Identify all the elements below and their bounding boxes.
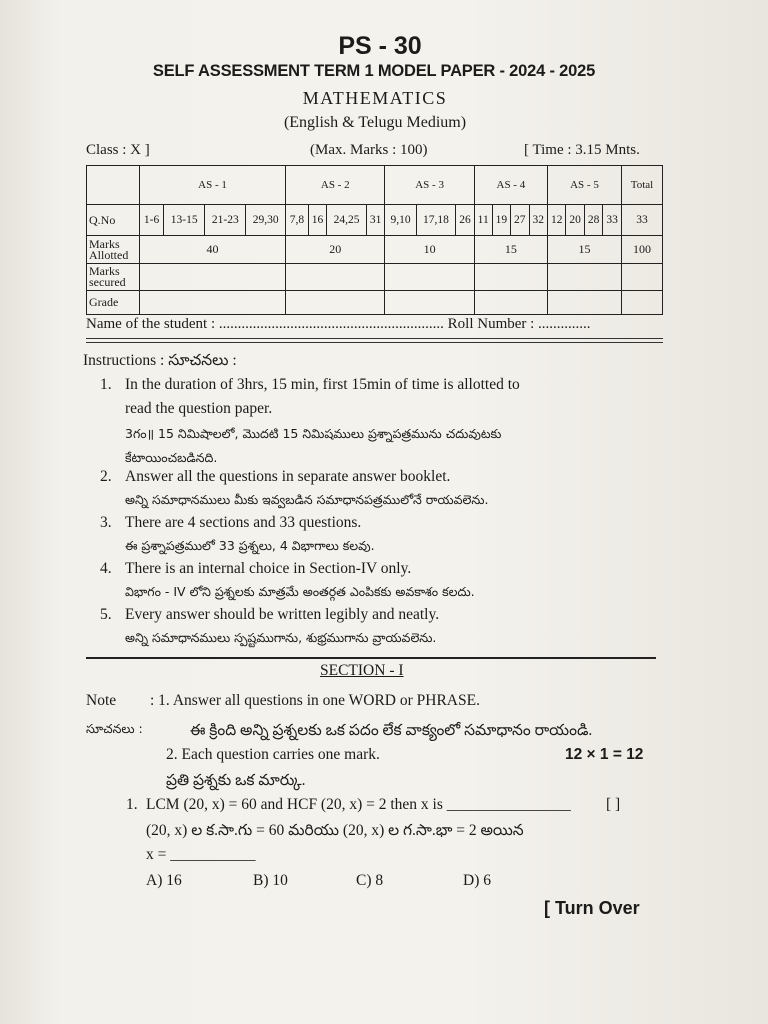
qno-cell: 31	[366, 205, 384, 236]
answer-bracket[interactable]: [ ]	[606, 796, 621, 813]
marks-allotted-label: Marks Allotted	[87, 236, 140, 264]
telugu-note-1: ఈ క్రింది అన్ని ప్రశ్నలకు ఒక పదం లేక వాక్యంలో సమాధానం రాయండి.	[190, 722, 593, 739]
grade-total[interactable]	[622, 291, 663, 315]
qno-cell: 24,25	[327, 205, 367, 236]
marks-table	[86, 165, 663, 315]
marks-secured-cell[interactable]	[547, 264, 621, 291]
student-line	[86, 316, 591, 333]
grade-row	[87, 291, 663, 315]
medium-label: (English & Telugu Medium)	[283, 114, 467, 131]
instruction-number: 3.	[100, 514, 112, 531]
marks-allotted-cell: 20	[286, 236, 385, 264]
divider	[86, 342, 663, 343]
instruction-number: 5.	[100, 606, 112, 623]
option-a[interactable]: A) 16	[146, 872, 182, 889]
student-name-field[interactable]: Name of the student : ............................................................	[86, 316, 444, 332]
instruction-telugu: 3గం॥ 15 నిమిషాలలో, మొదటి 15 నిమిషములు ప్రశ్నాపత్రమును చదువుటకు	[125, 426, 502, 441]
marks-allotted-row	[87, 236, 663, 264]
qno-cell: 1-6	[140, 205, 164, 236]
marks-secured-cell[interactable]	[385, 264, 474, 291]
grade-cell[interactable]	[286, 291, 385, 315]
qno-cell: 11	[474, 205, 492, 236]
instruction-number: 1.	[100, 376, 112, 393]
instruction-telugu: అన్ని సమాధానములు స్పష్టముగాను, శుభ్రముగాను వ్రాయవలెను.	[125, 630, 437, 645]
qno-cell: 28	[584, 205, 602, 236]
marks-allotted-cell: 40	[140, 236, 286, 264]
qno-cell: 9,10	[385, 205, 416, 236]
note-1: : 1. Answer all questions in one WORD or PHRASE.	[150, 692, 480, 709]
as1-header: AS - 1	[140, 166, 286, 205]
grade-cell[interactable]	[140, 291, 286, 315]
instruction-number: 4.	[100, 560, 112, 577]
marks-secured-cell[interactable]	[474, 264, 547, 291]
marks-allotted-cell: 15	[547, 236, 621, 264]
instruction-text: There are 4 sections and 33 questions.	[125, 514, 362, 531]
as-header-row	[87, 166, 663, 205]
instruction-number: 2.	[100, 468, 112, 485]
marks-allotted-cell: 10	[385, 236, 474, 264]
note-2: 2. Each question carries one mark.	[166, 746, 380, 763]
instruction-text: read the question paper.	[125, 400, 273, 417]
grade-cell[interactable]	[474, 291, 547, 315]
paper-code: PS - 30	[338, 32, 422, 60]
turn-over-label: [ Turn Over	[544, 898, 640, 918]
instruction-telugu: కేటాయించబడినది.	[125, 450, 218, 465]
marks-secured-row	[87, 264, 663, 291]
qno-label: Q.No	[87, 205, 140, 236]
qno-cell: 29,30	[246, 205, 286, 236]
roll-number-field[interactable]: Roll Number : ..............	[447, 316, 591, 332]
marks-secured-total[interactable]	[622, 264, 663, 291]
subject-title: MATHEMATICS	[302, 88, 448, 108]
instruction-text: In the duration of 3hrs, 15 min, first 15min of time is allotted to	[125, 376, 520, 393]
as3-header: AS - 3	[385, 166, 474, 205]
note-label: Note	[86, 692, 117, 709]
instruction-text: Every answer should be written legibly and neatly.	[125, 606, 440, 623]
class-label: Class : X ]	[86, 142, 150, 158]
instruction-telugu: విభాగం - IV లోని ప్రశ్నలకు మాత్రమే అంతర్గత ఎంపికకు అవకాశం కలదు.	[125, 584, 475, 599]
question-telugu: (20, x) ల క.సా.గు = 60 మరియు (20, x) ల గ.సా.భా = 2 అయిన	[146, 822, 524, 839]
marks-formula: 12 × 1 = 12	[565, 746, 644, 763]
qno-cell: 7,8	[286, 205, 309, 236]
option-d[interactable]: D) 6	[463, 872, 491, 889]
qno-cell: 21-23	[205, 205, 246, 236]
question-text: LCM (20, x) = 60 and HCF (20, x) = 2 then x is ________________	[146, 796, 571, 813]
instruction-telugu: ఈ ప్రశ్నాపత్రములో 33 ప్రశ్నలు, 4 విభాగాలు కలవు.	[125, 538, 375, 553]
as4-header: AS - 4	[474, 166, 547, 205]
as5-header: AS - 5	[547, 166, 621, 205]
grade-label: Grade	[87, 291, 140, 315]
question-number: 1.	[126, 796, 138, 813]
qno-cell: 20	[566, 205, 584, 236]
telugu-note-label: సూచనలు :	[86, 721, 143, 736]
qno-cell: 33	[603, 205, 622, 236]
question-answer-blank[interactable]: x = ___________	[146, 846, 256, 863]
option-c[interactable]: C) 8	[356, 872, 384, 889]
time-label: [ Time : 3.15 Mnts.	[524, 142, 640, 158]
total-header: Total	[622, 166, 663, 205]
option-b[interactable]: B) 10	[253, 872, 288, 889]
marks-allotted-cell: 15	[474, 236, 547, 264]
blank-cell	[87, 166, 140, 205]
instruction-text: Answer all the questions in separate answer booklet.	[125, 468, 451, 485]
paper-title: SELF ASSESSMENT TERM 1 MODEL PAPER - 2024 - 2025	[152, 62, 596, 80]
grade-cell[interactable]	[385, 291, 474, 315]
marks-secured-cell[interactable]	[286, 264, 385, 291]
marks-allotted-total: 100	[622, 236, 663, 264]
qno-total-cell: 33	[622, 205, 663, 236]
max-marks-label: (Max. Marks : 100)	[310, 142, 428, 158]
qno-cell: 17,18	[416, 205, 456, 236]
qno-row	[87, 205, 663, 236]
qno-cell: 27	[511, 205, 529, 236]
qno-cell: 13-15	[164, 205, 205, 236]
as2-header: AS - 2	[286, 166, 385, 205]
section-divider	[86, 657, 656, 659]
qno-cell: 26	[456, 205, 474, 236]
qno-cell: 32	[529, 205, 547, 236]
section-title: SECTION - I	[320, 662, 404, 679]
marks-secured-cell[interactable]	[140, 264, 286, 291]
instruction-text: There is an internal choice in Section-IV only.	[125, 560, 412, 577]
marks-secured-label: Marks secured	[87, 264, 140, 291]
instruction-telugu: అన్ని సమాధానములు మీకు ఇవ్వబడిన సమాధానపత్రములోనే రాయవలెను.	[125, 492, 489, 507]
qno-cell: 16	[308, 205, 326, 236]
divider	[86, 338, 663, 339]
telugu-note-2: ప్రతి ప్రశ్నకు ఒక మార్కు.	[166, 772, 306, 789]
qno-cell: 12	[547, 205, 565, 236]
qno-cell: 19	[492, 205, 510, 236]
instructions-heading: Instructions : సూచనలు :	[83, 352, 237, 369]
grade-cell[interactable]	[547, 291, 621, 315]
